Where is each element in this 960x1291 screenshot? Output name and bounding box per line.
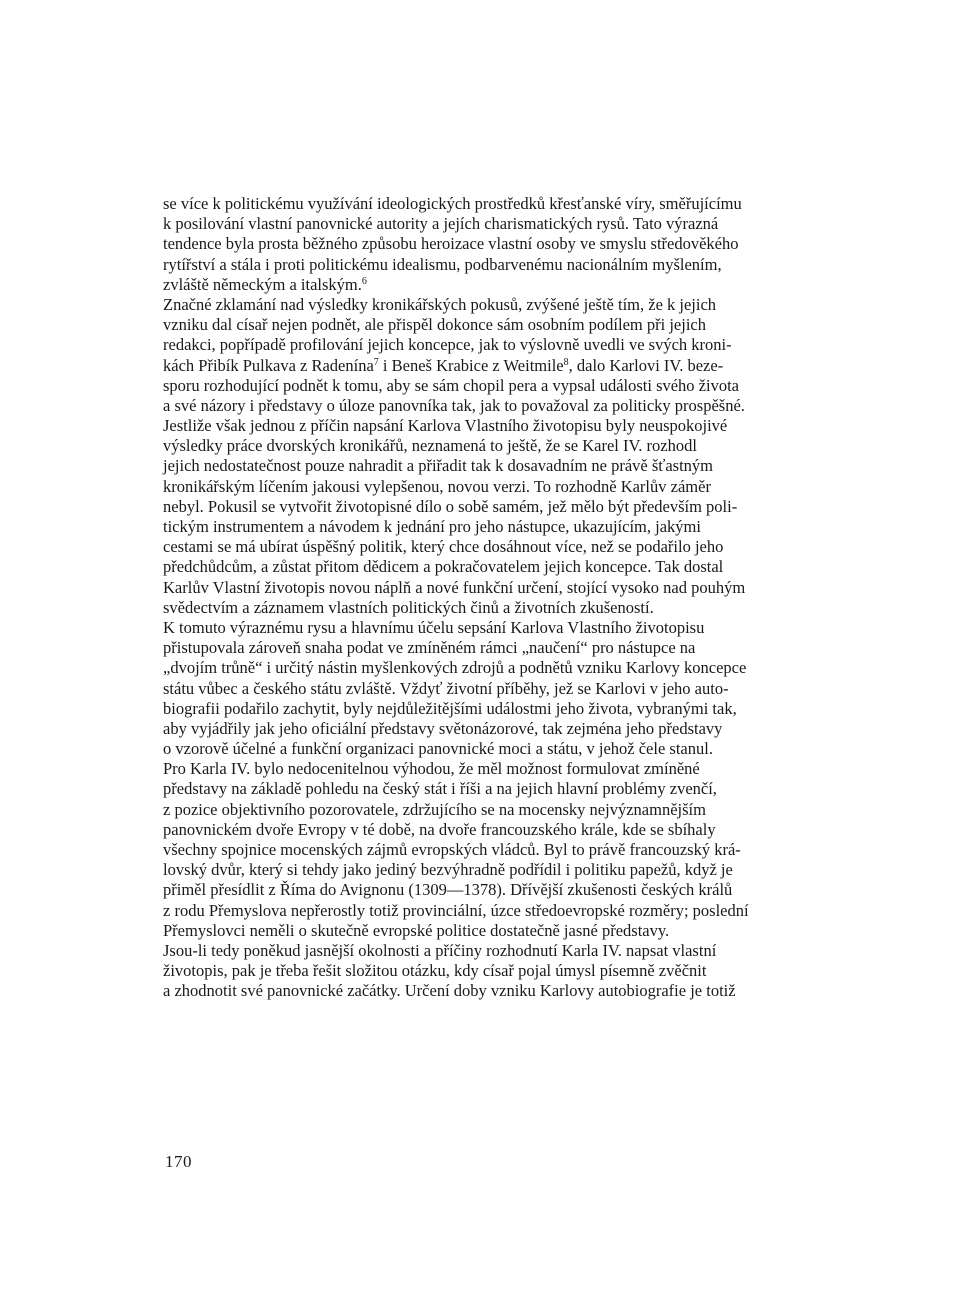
text-line: [163, 356, 803, 376]
text-line: a své názory i představy o úloze panovníka tak, jak to považoval za politicky prospěšné.: [163, 395, 745, 415]
text-line: státu vůbec a českého státu zvláště. Vždyť životní příběhy, jež se Karlovi v jeho auto-: [163, 678, 729, 698]
text-line: kronikářským líčením jakousi vylepšenou, novou verzi. To rozhodně Karlův záměr: [163, 476, 711, 496]
footnote-ref-7: 7: [373, 356, 379, 368]
text-segment: i Beneš Krabice z Weitmile: [378, 355, 564, 375]
text-line: rytířství a stála i proti politickému idealismu, podbarvenému nacionálním myšlením,: [163, 254, 722, 274]
text-line: Značné zklamání nad výsledky kronikářských pokusů, zvýšené ještě tím, že k jejich: [163, 294, 717, 314]
text-line: Pro Karla IV. bylo nedocenitelnou výhodou, že měl možnost formulovat zmíněné: [163, 759, 700, 779]
text-line: životopis, pak je třeba řešit složitou otázku, kdy císař pojal úmysl písemně zvěčnit: [163, 961, 707, 981]
text-line: sporu rozhodující podnět k tomu, aby se sám chopil pera a vypsal události svého života: [163, 375, 740, 395]
text-line: přistupovala zároveň snaha podat ve zmíněném rámci „naučení“ pro nástupce na: [163, 638, 696, 658]
text-line: lovský dvůr, který si tehdy jako jediný bezvýhradně podřídil i politiku papežů, když je: [163, 860, 733, 880]
footnote-ref-8: 8: [563, 356, 569, 368]
text-line: redakci, popřípadě profilování jejich koncepce, jak to výslovně uvedli ve svých kroni-: [163, 335, 732, 355]
text-line: se více k politickému využívání ideologických prostředků křesťanské víry, směřujícímu: [163, 194, 742, 213]
footnote-ref-6: 6: [361, 275, 367, 287]
text-line: Jsou-li tedy poněkud jasnější okolnosti a příčiny rozhodnutí Karla IV. napsat vlastní: [163, 940, 717, 960]
text-line: svědectvím a záznamem vlastních politických činů a životních zkušeností.: [163, 597, 654, 617]
text-segment: kách Přibík Pulkava z Radenína: [163, 355, 374, 375]
text-line: panovnickém dvoře Evropy v té době, na dvoře francouzského krále, kde se sbíhaly: [163, 819, 716, 839]
text-line: cestami se má ubírat úspěšný politik, který chce dosáhnout více, než se podařilo jeho: [163, 537, 724, 557]
text-line: tickým instrumentem a návodem k jednání pro jeho nástupce, ukazujícím, jakými: [163, 517, 701, 536]
text-line: všechny spojnice mocenských zájmů evropských vládců. Byl to právě francouzský krá-: [163, 840, 741, 859]
text-body: [163, 194, 803, 1002]
text-line: tendence byla prosta běžného způsobu heroizace vlastní osoby ve smyslu středověkého: [163, 234, 739, 254]
text-line: z rodu Přemyslova nepřerostly totiž provinciální, úzce středoevropské rozměry; poslední: [163, 900, 749, 920]
text-line: Přemyslovci neměli o skutečně evropské politice dostatečně jasné představy.: [163, 920, 670, 940]
text-line: k posilování vlastní panovnické autority a jejích charismatických rysů. Tato výrazná: [163, 214, 719, 234]
text-line: Jestliže však jednou z příčin napsání Karlova Vlastního životopisu byly neuspokojivé: [163, 416, 728, 436]
text-line: K tomuto výraznému rysu a hlavnímu účelu sepsání Karlova Vlastního životopisu: [163, 617, 705, 637]
text-line: Karlův Vlastní životopis novou náplň a nové funkční určení, stojící vysoko nad pouhým: [163, 577, 746, 597]
text-line: výsledky práce dvorských kronikářů, neznamená to ještě, že se Karel IV. rozhodl: [163, 436, 697, 456]
text-line: představy na základě pohledu na český stát i říši a na jejich hlavní problémy zvenčí,: [163, 779, 717, 799]
text-line: předchůdcům, a zůstat přitom dědicem a pokračovatelem jejich koncepce. Tak dostal: [163, 557, 724, 577]
text-line: vzniku dal císař nejen podnět, ale přispěl dokonce sám osobním podílem při jejich: [163, 315, 706, 335]
text-line: přiměl přesídlit z Říma do Avignonu (1309—1378). Dřívější zkušenosti českých králů: [163, 880, 733, 900]
text-line: biografii podařilo zachytit, byly nejdůležitějšími událostmi jeho života, vybranými tak,: [163, 698, 737, 718]
text-segment: , dalo Karlovi IV. beze-: [568, 355, 724, 375]
text-line: nebyl. Pokusil se vytvořit životopisné dílo o sobě samém, jež mělo být především poli-: [163, 496, 738, 516]
page-number: 170: [165, 1152, 192, 1171]
text-line: „dvojím trůně“ i určitý nástin myšlenkových zdrojů a podnětů vzniku Karlovy koncepce: [163, 658, 747, 678]
text-line: jejich nedostatečnost pouze nahradit a přiřadit tak k dosavadním ne právě šťastným: [163, 456, 714, 476]
text-line: [163, 275, 803, 295]
text-line: z pozice objektivního pozorovatele, zdržujícího se na mocensky nejvýznamnějším: [163, 799, 706, 819]
text-line: aby vyjádřily jak jeho oficiální představy světonázorové, tak zejména jeho představy: [163, 718, 723, 738]
text-segment: zvláště německým a italským.: [163, 274, 362, 294]
text-line: a zhodnotit své panovnické začátky. Určení doby vzniku Karlovy autobiografie je totiž: [163, 981, 736, 1001]
text-line: o vzorově účelné a funkční organizaci panovnické moci a státu, v jehož čele stanul.: [163, 739, 713, 759]
